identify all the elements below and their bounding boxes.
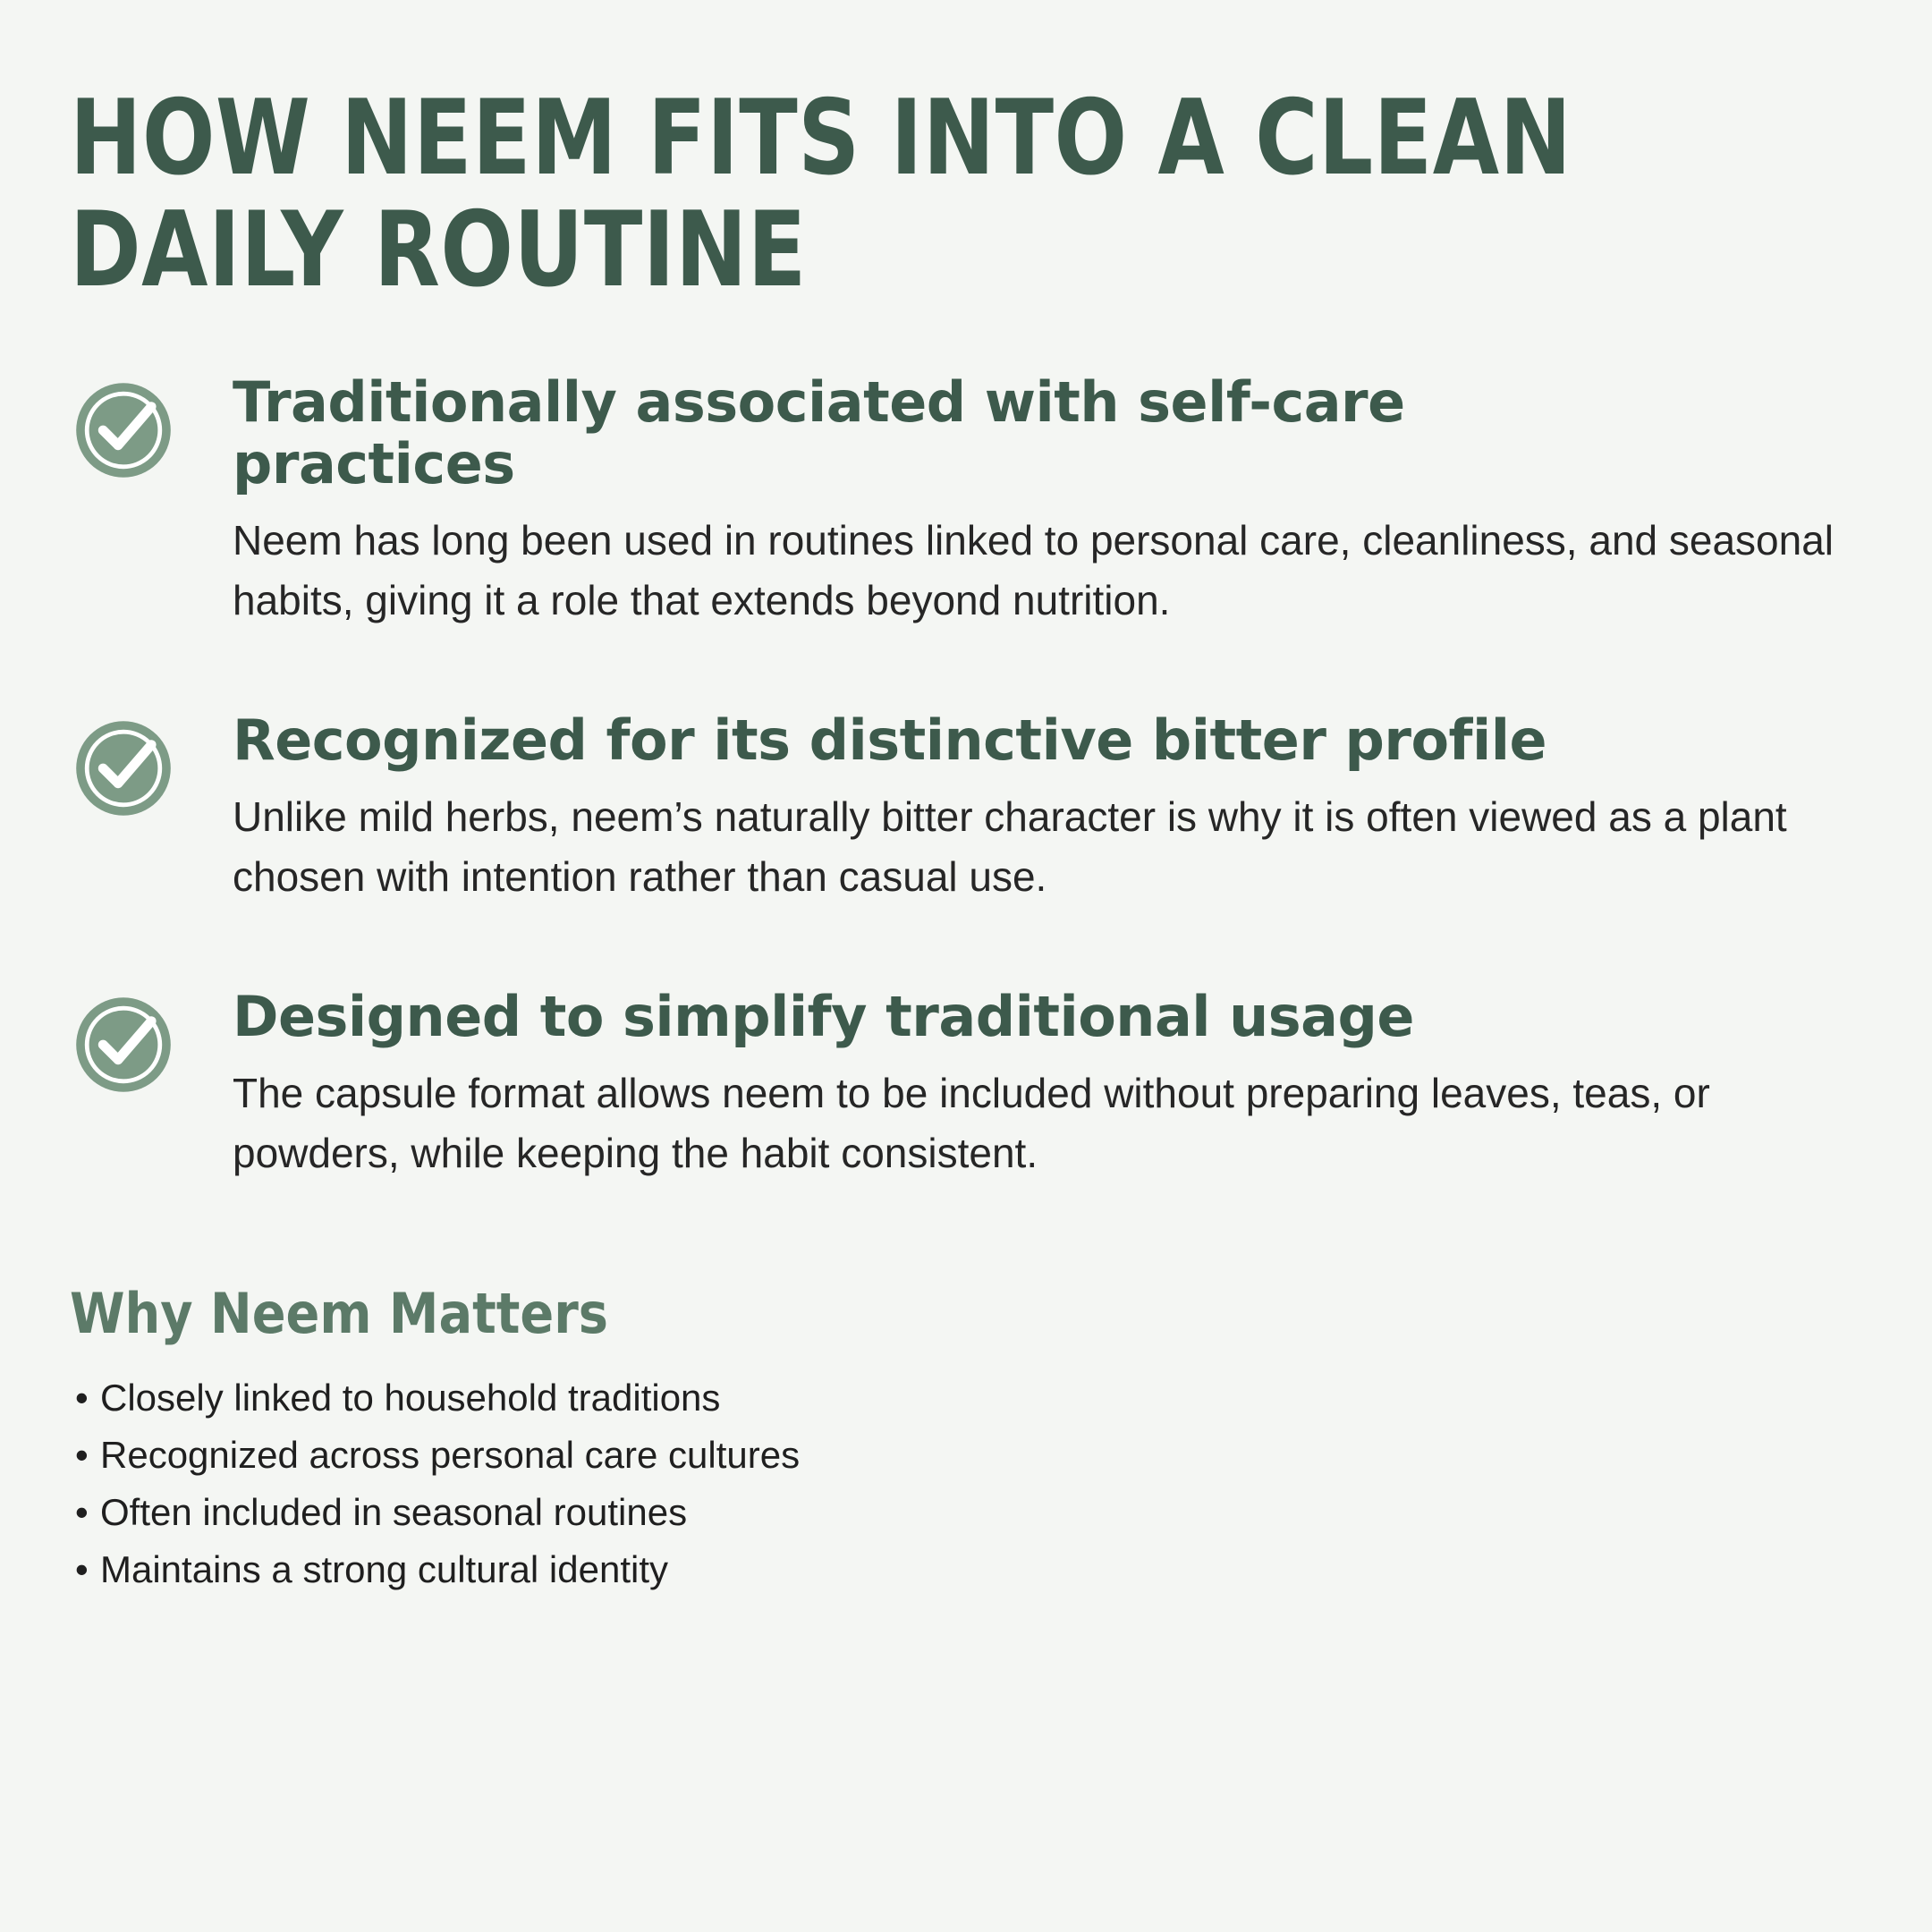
list-item: • Maintains a strong cultural identity [70,1541,1846,1598]
benefit-description: Neem has long been used in routines linked to personal care, cleanliness, and seasonal habits, giving it a role that extends beyond nutrition. [233,517,1835,624]
benefit-title: Traditionally associated with self-care practices [233,369,1405,496]
check-circle-icon [70,715,177,822]
check-circle-icon-wrap [70,984,188,1098]
benefit-body [188,708,1846,907]
list-item: • Closely linked to household traditions [70,1369,1846,1427]
page-title: HOW NEEM FITS INTO A CLEAN DAILY ROUTINE [70,78,1572,311]
check-circle-icon-wrap [70,369,188,484]
benefit-title: Designed to simplify traditional usage [233,983,1414,1049]
benefit-description: The capsule format allows neem to be included without preparing leaves, teas, or powders, while keeping the habit consistent. [233,1070,1710,1176]
benefit-list [70,369,1846,1183]
why-section-title: Why Neem Matters [70,1281,608,1347]
benefit-body [188,369,1846,631]
check-circle-icon [70,991,177,1098]
check-circle-icon [70,377,177,484]
benefit-item [70,984,1846,1183]
benefit-title: Recognized for its distinctive bitter profile [233,707,1547,773]
check-circle-icon-wrap [70,708,188,822]
benefit-item [70,369,1846,631]
benefit-item [70,708,1846,907]
list-item: • Often included in seasonal routines [70,1484,1846,1541]
benefit-description: Unlike mild herbs, neem’s naturally bitter character is why it is often viewed as a plant chosen with intention rather than casual use. [233,793,1787,900]
list-item: • Recognized across personal care cultures [70,1427,1846,1484]
why-bullet-list [70,1369,1846,1597]
benefit-body [188,984,1846,1183]
why-neem-matters-section [70,1281,1846,1597]
